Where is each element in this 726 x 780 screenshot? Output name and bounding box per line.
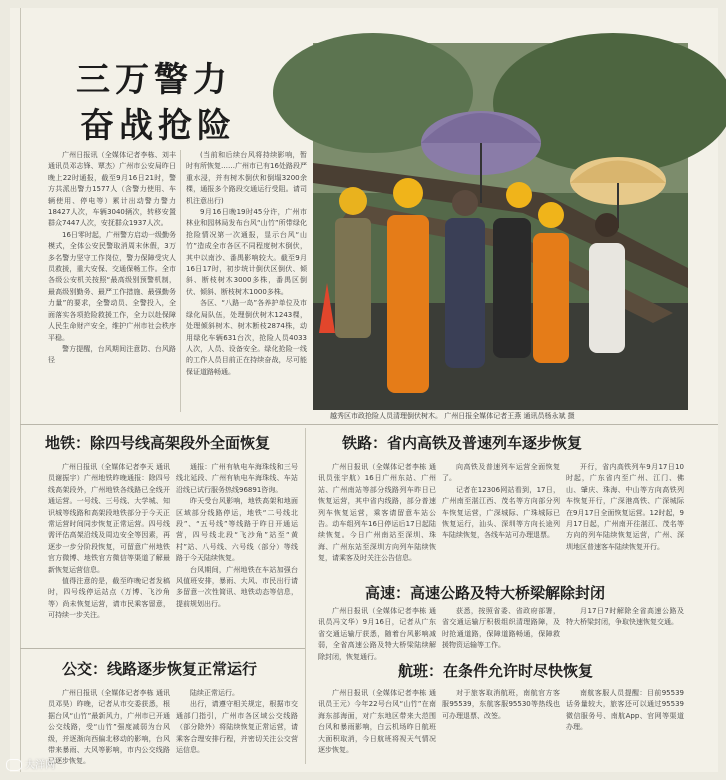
paragraph: (当前和后续台风将持续影响，暂时有所恢复……广州市已有16处路段严重水浸，并有树木倒伏和倒塌3200余棵，通报多个路段交通运行受阻。请司机注意出行) (186, 151, 307, 205)
section-divider (20, 424, 718, 425)
paragraph: 向高铁及普速列车运营全面恢复了。 (442, 463, 560, 483)
rail-heading (342, 432, 582, 453)
bus-label: 公交： (62, 660, 108, 678)
subway-col1 (48, 462, 170, 632)
flights-col2 (442, 688, 560, 756)
headline-line2: 奋战抢险 (80, 106, 236, 146)
expressway-col2 (442, 606, 560, 652)
paragraph: 南航客服人员提醒：目前95539话务量较大，旅客还可以通过95539微信服务号、南航App、官网等渠道办理。 (566, 689, 684, 732)
subway-heading (45, 432, 270, 453)
paragraph: 警方提醒，台风期间注意防、台风路径 (48, 344, 176, 365)
watermark-text: 大洋网 (25, 760, 55, 771)
rail-col2 (442, 462, 560, 574)
paragraph: 通报：广州有轨电车海珠线和三号线北延段、广州有轨电车海珠线、车站沿线已试行服务热线96891咨询。 (176, 463, 298, 494)
flights-label: 航班： (398, 662, 444, 680)
main-story-col2 (186, 150, 307, 412)
bus-col2 (176, 688, 298, 756)
paragraph: 广州日报讯（全媒体记者李栋 通讯员张宇航）16日广州东站、广州站、广州南站等部分线路列车昨日已恢复运营，其中省内线路，部分普速列车恢复运营，乘客请留意车站公告。动车组列车16日停运后17日起陆续恢复。今日广州南站至深圳、珠海、广州东站至深圳方向列车陆续恢复，请乘客及时关注公告信息。 (318, 463, 436, 563)
column-divider (305, 428, 306, 764)
bus-col1 (48, 688, 170, 766)
expressway-col1 (318, 606, 436, 661)
site-watermark (6, 756, 55, 771)
paragraph: 开行，省内高铁列车9月17日10时起，广东省内至广州、江门、佛山、肇庆、珠海、中山等方向高铁列车恢复开行，广深港高铁、广深城际在9月17日全面恢复运营。12时起，9月17日起，广州南开往湛江、茂名等方向的列车陆续恢复运营，广州、深圳地区普速客车陆续恢复开行。 (566, 463, 684, 551)
rail-col1 (318, 462, 436, 574)
photo-scene (313, 43, 688, 410)
rail-title: 省内高铁及普速列车逐步恢复 (387, 434, 583, 452)
column-divider (180, 150, 181, 412)
paragraph: 广州日报讯（全媒体记者李栋 通讯员冯文华）9月16日，记者从广东省交通运输厅获悉，随着台风影响减弱，全省高速公路及特大桥梁陆续解除封闭，恢复通行。 (318, 607, 436, 661)
expressway-label: 高速： (365, 584, 411, 602)
logo-icon (6, 759, 22, 771)
flights-col3 (566, 688, 684, 756)
expressway-col3 (566, 606, 684, 652)
expressway-heading (365, 582, 605, 603)
paragraph: 月17日7时解除全省高速公路及特大桥梁封闭，争取快速恢复交通。 (566, 607, 684, 627)
paragraph: 广州日报讯（全媒体记者李栋 通讯员邓昊）昨晚，记者从市交委获悉，根据台风“山竹”最新风力，广州市已开通公交线路，受“山竹”强度减弱为台风级，并逐渐向西偏北移动的影响，台风带来暴雨、大风等影响，市内公交线路已逐步恢复。 (48, 689, 170, 766)
paragraph: 出行，请遵守相关规定，根据市交通部门指引，广州市各区域公交线路（部分除外）将陆续恢复正常运营，请乘客合理安排行程，并密切关注公交营运信息。 (176, 700, 298, 755)
bus-title: 线路逐步恢复正常运行 (107, 660, 258, 678)
flights-heading (398, 660, 593, 681)
subway-label: 地铁： (45, 434, 91, 452)
expressway-title: 高速公路及特大桥梁解除封闭 (410, 584, 606, 602)
paragraph: 各区、“八路一岛”各养护单位及市绿化局队伍，处理倒伏树木1243棵，处理倾斜树木、树木断枝2874株，动用绿化车辆631台次，抢险人员4033人次，人员、设备安全。绿化抢险一线的工作人员目前正在持续奋战，尽可能保证道路畅通。 (186, 299, 307, 376)
flights-col1 (318, 688, 436, 756)
page-border (20, 8, 21, 772)
headline-line1: 三万警力 (76, 60, 232, 100)
paragraph: 广州日报讯（全媒体记者李栋、刘丰 通讯员邓志锋、覃杰）广州市公安局昨日晚上22时通报，截至9月16日21时，警方共派出警力1577人（含警力使用、车辆使用、停电等）累计出动警力警力18427人次，车辆3040辆次，转移安置群众7447人次，安抚群众1937人次。 (48, 151, 176, 228)
paragraph: 广州日报讯（全媒体记者李天 通讯员谢振宇）广州地铁昨晚通报：除四号线高架段外，广州地铁各线路已全线开通运营。一号线、三号线、大学城、知识城等线路和高架段地铁部分于今天正常运营时间同步恢复正常运营。四号线需评估高架沿线及周边安全等因素，再逐步一步分阶段恢复，可留意广州地铁官方微博、地铁官方微信等渠道了解最新恢复运营信息。 (48, 463, 170, 574)
section-divider (20, 648, 305, 649)
paragraph: 台风期间，广州地铁在车站加强台风值班安排，暴雨、大风、市民出行请多留意一次性简讯、地铁动态等信息，提前规划出行。 (176, 565, 298, 608)
paragraph: 昨天受台风影响，地铁高架和地面区域部分线路停运，地铁“二号线北段”、“五号线”等线路于昨日开通运营，四号线北段“飞沙角”站至“黄村”站、八号线、六号线（部分）等线路于今天陆续恢复。 (176, 497, 298, 563)
paragraph: 广州日报讯（全媒体记者李栋 通讯员王元）今年22号台风“山竹”在南海东部海面，对广东地区带来大范围台风和暴雨影响，白云机场昨日航班大面积取消，今日航班将视天气情况逐步恢复。 (318, 689, 436, 755)
subway-col2 (176, 462, 298, 632)
main-story-col1 (48, 150, 176, 412)
paragraph: 16日零时起，广州警方启动一级勤务模式，全体公安民警取消周末休假，3万多名警力坚守工作岗位，警力保障受灾人员救援，重大安保、交通保畅工作。全市各级公安机关按照“最高级别预警机制，最高级别勤务、最严工作措施、最强勤务力量”的要求，全警动员、全警投入，全面落实各项抢险救援工作，全力以赴保障人民生命财产安全，维护广州市社会秩序平稳。 (48, 230, 176, 342)
paragraph: 值得注意的是，截至昨晚记者发稿时，四号线停运站点（万博、飞沙角等）尚未恢复运营，请市民乘客留意，可持续一步关注。 (48, 577, 170, 620)
paragraph: 9月16日晚19时45分许，广州市林业和园林局发布台风“山竹”所带绿化抢险情况第一次通报，显示台风“山竹”造成全市各区不同程度树木倒伏，其中以南沙、番禺影响较大。截至9月16日17时，初步统计倒伏区倒伏、倾斜、断枝树木3000多株，番禺区倒伏、倾斜、断枝树木1000多株。 (186, 208, 307, 296)
paragraph: 对于旅客取消航班，南航官方客服95539，东航客服95530等热线也可办理退票、改签。 (442, 689, 560, 720)
subway-title: 除四号线高架段外全面恢复 (90, 434, 271, 452)
news-photo (313, 43, 688, 410)
rail-label: 铁路： (342, 434, 388, 452)
flights-title: 在条件允许时尽快恢复 (443, 662, 594, 680)
paragraph: 记者在12306网站看到，17日，广州南至湛江西、茂名等方向部分列车恢复运营，广深城际、广珠城际已恢复运行，汕头、深圳等方向长途列车陆续恢复，各线车站可办理退票。 (442, 485, 560, 540)
rail-col3 (566, 462, 684, 574)
bus-heading (62, 658, 257, 679)
photo-caption: 越秀区市政抢险人员清理倒伏树木。 广州日报全媒体记者王燕 通讯员杨永斌 摄 (330, 412, 575, 420)
paragraph: 陆续正常运行。 (190, 689, 239, 697)
paragraph: 获悉，按照省委、省政府部署，省交通运输厅积极组织清理路障，及时抢通道路，保障道路畅通，保障救援物资运输等工作。 (442, 607, 560, 650)
